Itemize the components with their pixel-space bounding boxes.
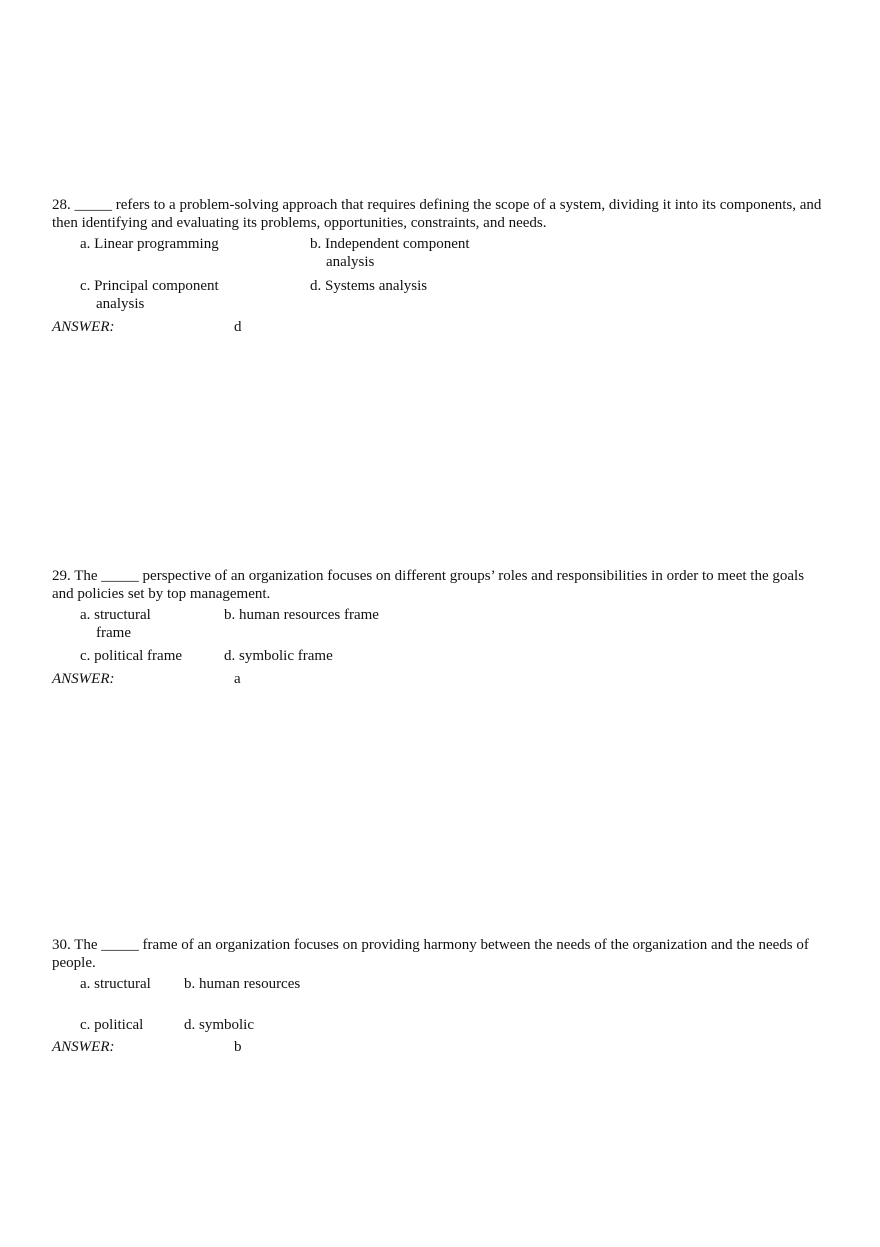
answer-value: b — [234, 1039, 242, 1055]
question-29 — [52, 567, 822, 603]
question-stem: 30. The _____ frame of an organization focuses on providing harmony between the needs of the organization and the needs of people. — [52, 937, 809, 971]
option-c: c. political — [80, 1017, 144, 1033]
question-28 — [52, 196, 822, 232]
option-a: a. Linear programming — [80, 236, 219, 252]
answer-label: ANSWER: — [52, 319, 115, 335]
question-30 — [52, 936, 812, 972]
option-a: a. structural frame — [80, 607, 151, 641]
option-a: a. structural — [80, 976, 151, 992]
option-b: b. human resources frame — [224, 607, 379, 623]
option-d: d. symbolic — [184, 1017, 254, 1033]
option-d: d. Systems analysis — [310, 278, 428, 294]
question-stem: 28. _____ refers to a problem-solving approach that requires defining the scope of a system, dividing it into its components, and then identifying and evaluating its problems, opportunities, constraints, and needs. — [52, 197, 822, 231]
question-stem: 29. The _____ perspective of an organization focuses on different groups’ roles and responsibilities in order to meet the goals and policies set by top management. — [52, 568, 805, 602]
answer-value: d — [234, 319, 242, 335]
option-b: b. Independent component analysis — [310, 236, 470, 270]
option-c: c. political frame — [80, 648, 183, 664]
answer-label: ANSWER: — [52, 1039, 115, 1055]
option-d: d. symbolic frame — [224, 648, 333, 664]
option-c: c. Principal component analysis — [80, 278, 219, 312]
answer-value: a — [234, 671, 241, 687]
option-b: b. human resources — [184, 976, 301, 992]
answer-label: ANSWER: — [52, 671, 115, 687]
